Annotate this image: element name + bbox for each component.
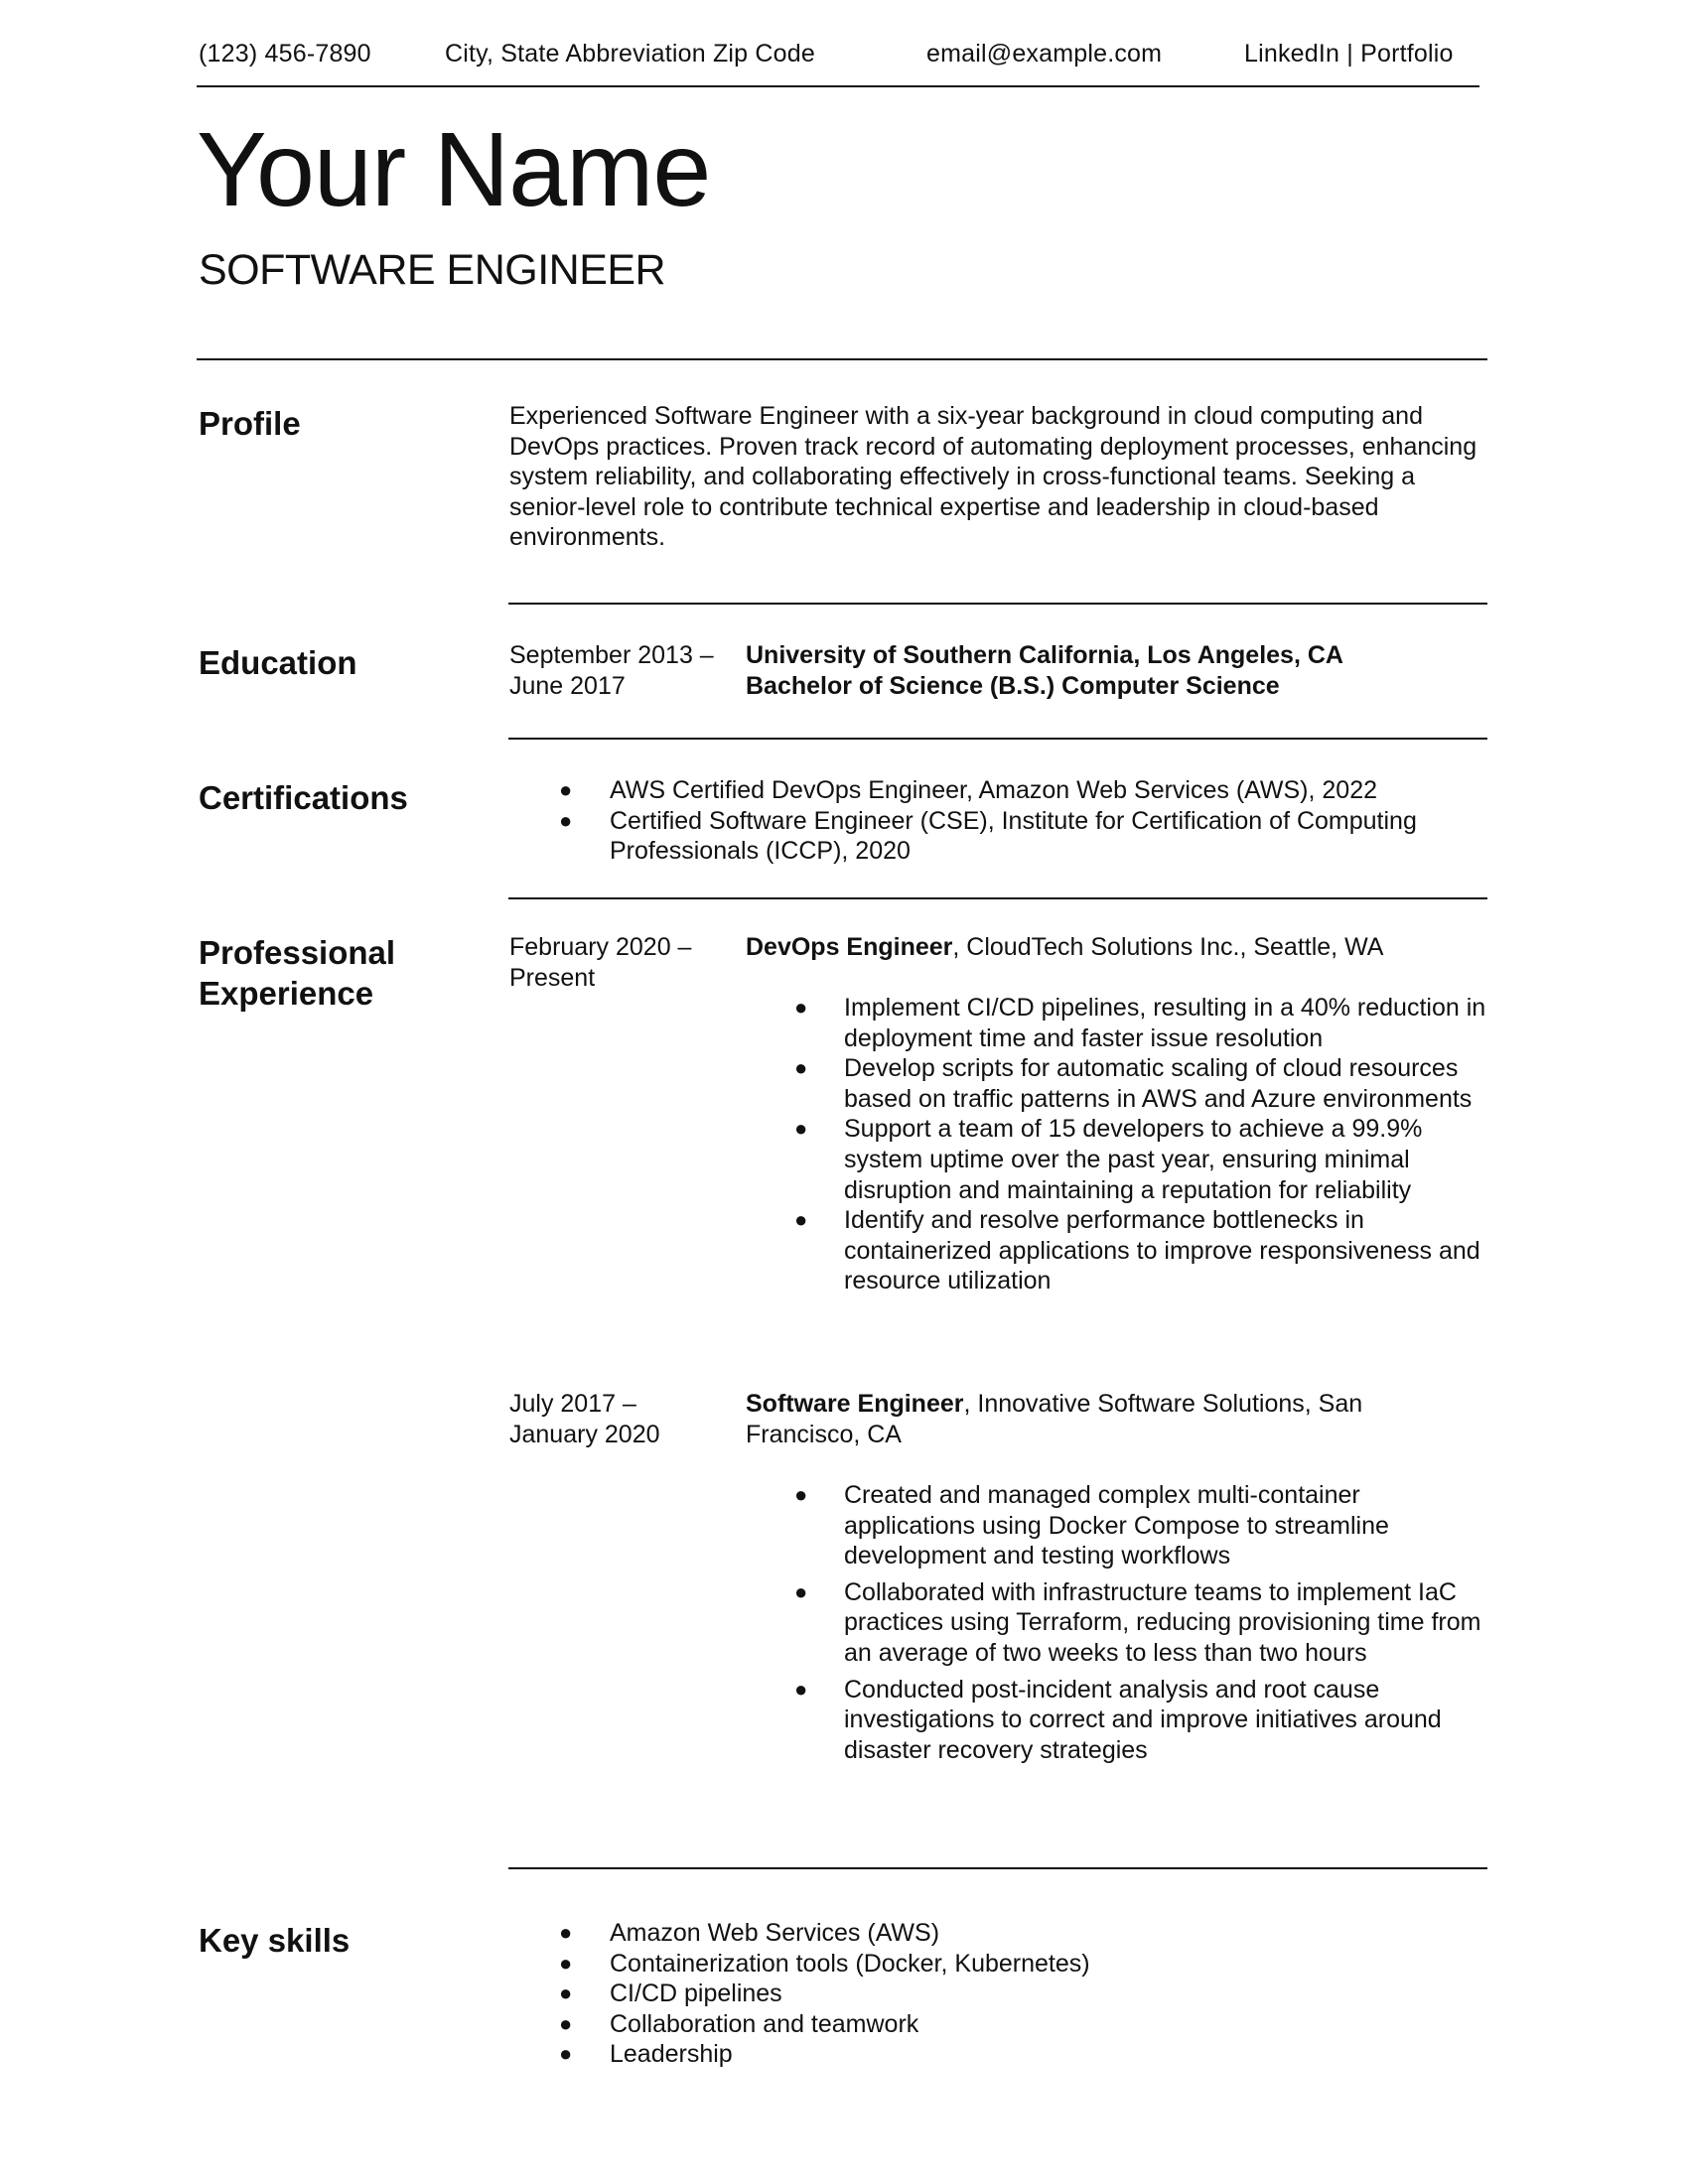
experience-heading: Professional Experience [199,934,396,1012]
job-1-role: DevOps Engineer [746,933,953,961]
bullet-icon: ● [559,807,573,833]
certifications-list [559,775,1493,867]
job-2-bullets [794,1480,1489,1765]
bullet-icon: ● [559,2010,573,2036]
job-2-heading [746,1389,1441,1450]
bullet-icon: ● [794,1055,808,1081]
education-date-end: June 2017 [509,672,626,700]
bullet-icon: ● [559,2041,573,2067]
list-item: ● Conducted post-incident analysis and root cause investigations to correct and improve initiatives around disaster recovery strategies [794,1675,1442,1764]
bullet-icon: ● [794,1116,808,1142]
profile-divider [508,603,1487,605]
title-divider [197,358,1487,360]
experience-divider [508,1867,1487,1869]
bullet-icon: ● [794,995,808,1020]
list-item: ● Identify and resolve performance bottlenecks in containerized applications to improve responsiveness and resource utilization [794,1206,1480,1296]
list-item: ● CI/CD pipelines [559,1979,782,2008]
bullet-icon: ● [794,1578,808,1604]
profile-text: Experienced Software Engineer with a six-year background in cloud computing and DevOps practices. Proven track record of automating deployment processes, enhancing system reliability, and collaborating effectively in cross-functional teams. Seeking a senior-level role to contribute technical expertise and leadership in cloud-based environments. [509,402,1477,552]
address: City, State Abbreviation Zip Code [445,40,815,68]
person-name: Your Name [197,111,711,228]
job-2-dates: July 2017 – January 2020 [509,1390,660,1448]
education-divider [508,738,1487,740]
job-2-role: Software Engineer [746,1390,964,1418]
certifications-heading: Certifications [199,779,408,816]
list-item: ● Implement CI/CD pipelines, resulting in a 40% reduction in deployment time and faster issue resolution [794,994,1486,1052]
skills-heading: Key skills [199,1922,351,1959]
education-school: University of Southern California, Los Angeles, CA [746,641,1343,669]
bullet-icon: ● [559,777,573,802]
education-dates [509,640,748,702]
header-divider [197,85,1479,87]
job-1-company: , CloudTech Solutions Inc., Seattle, WA [952,933,1384,961]
list-item: ● Amazon Web Services (AWS) [559,1919,940,1947]
education-heading: Education [199,644,357,681]
bullet-icon: ● [794,1482,808,1507]
email-address: email@example.com [926,40,1163,68]
profile-heading: Profile [199,405,301,442]
list-item: ● Develop scripts for automatic scaling of cloud resources based on traffic patterns in AWS and Azure environments [794,1054,1473,1113]
list-item: ● Support a team of 15 developers to achieve a 99.9% system uptime over the past year, ensuring minimal disruption and maintaining a reputation for reliability [794,1115,1423,1204]
list-item: ● Created and managed complex multi-container applications using Docker Compose to streamline development and testing workflows [794,1481,1389,1570]
phone-number: (123) 456-7890 [199,40,371,68]
bullet-icon: ● [559,1920,573,1945]
list-item: ● Collaborated with infrastructure teams to implement IaC practices using Terraform, reducing provisioning time from an average of two weeks to less than two hours [794,1577,1481,1667]
skills-list [559,1918,1483,2070]
list-item: ● Certified Software Engineer (CSE), Institute for Certification of Computing Professionals (ICCP), 2020 [559,806,1417,866]
bullet-icon: ● [559,1950,573,1976]
list-item: ● AWS Certified DevOps Engineer, Amazon Web Services (AWS), 2022 [559,776,1377,804]
job-2-company: , Innovative Software Solutions, San Francisco, CA [746,1390,1363,1448]
bullet-icon: ● [794,1207,808,1233]
job-1-heading [746,932,1383,963]
job-1-bullets [794,993,1489,1297]
job-1-dates: February 2020 – Present [509,933,692,992]
education-date-start: September 2013 – [509,641,714,669]
bullet-icon: ● [794,1676,808,1702]
list-item: ● Collaboration and teamwork [559,2009,919,2038]
list-item: ● Containerization tools (Docker, Kubernetes) [559,1949,1090,1978]
list-item: ● Leadership [559,2040,733,2069]
job-title: SOFTWARE ENGINEER [199,246,666,294]
profile-links: LinkedIn | Portfolio [1244,40,1454,68]
education-degree: Bachelor of Science (B.S.) Computer Science [746,672,1280,700]
certifications-divider [508,897,1487,899]
bullet-icon: ● [559,1980,573,2006]
